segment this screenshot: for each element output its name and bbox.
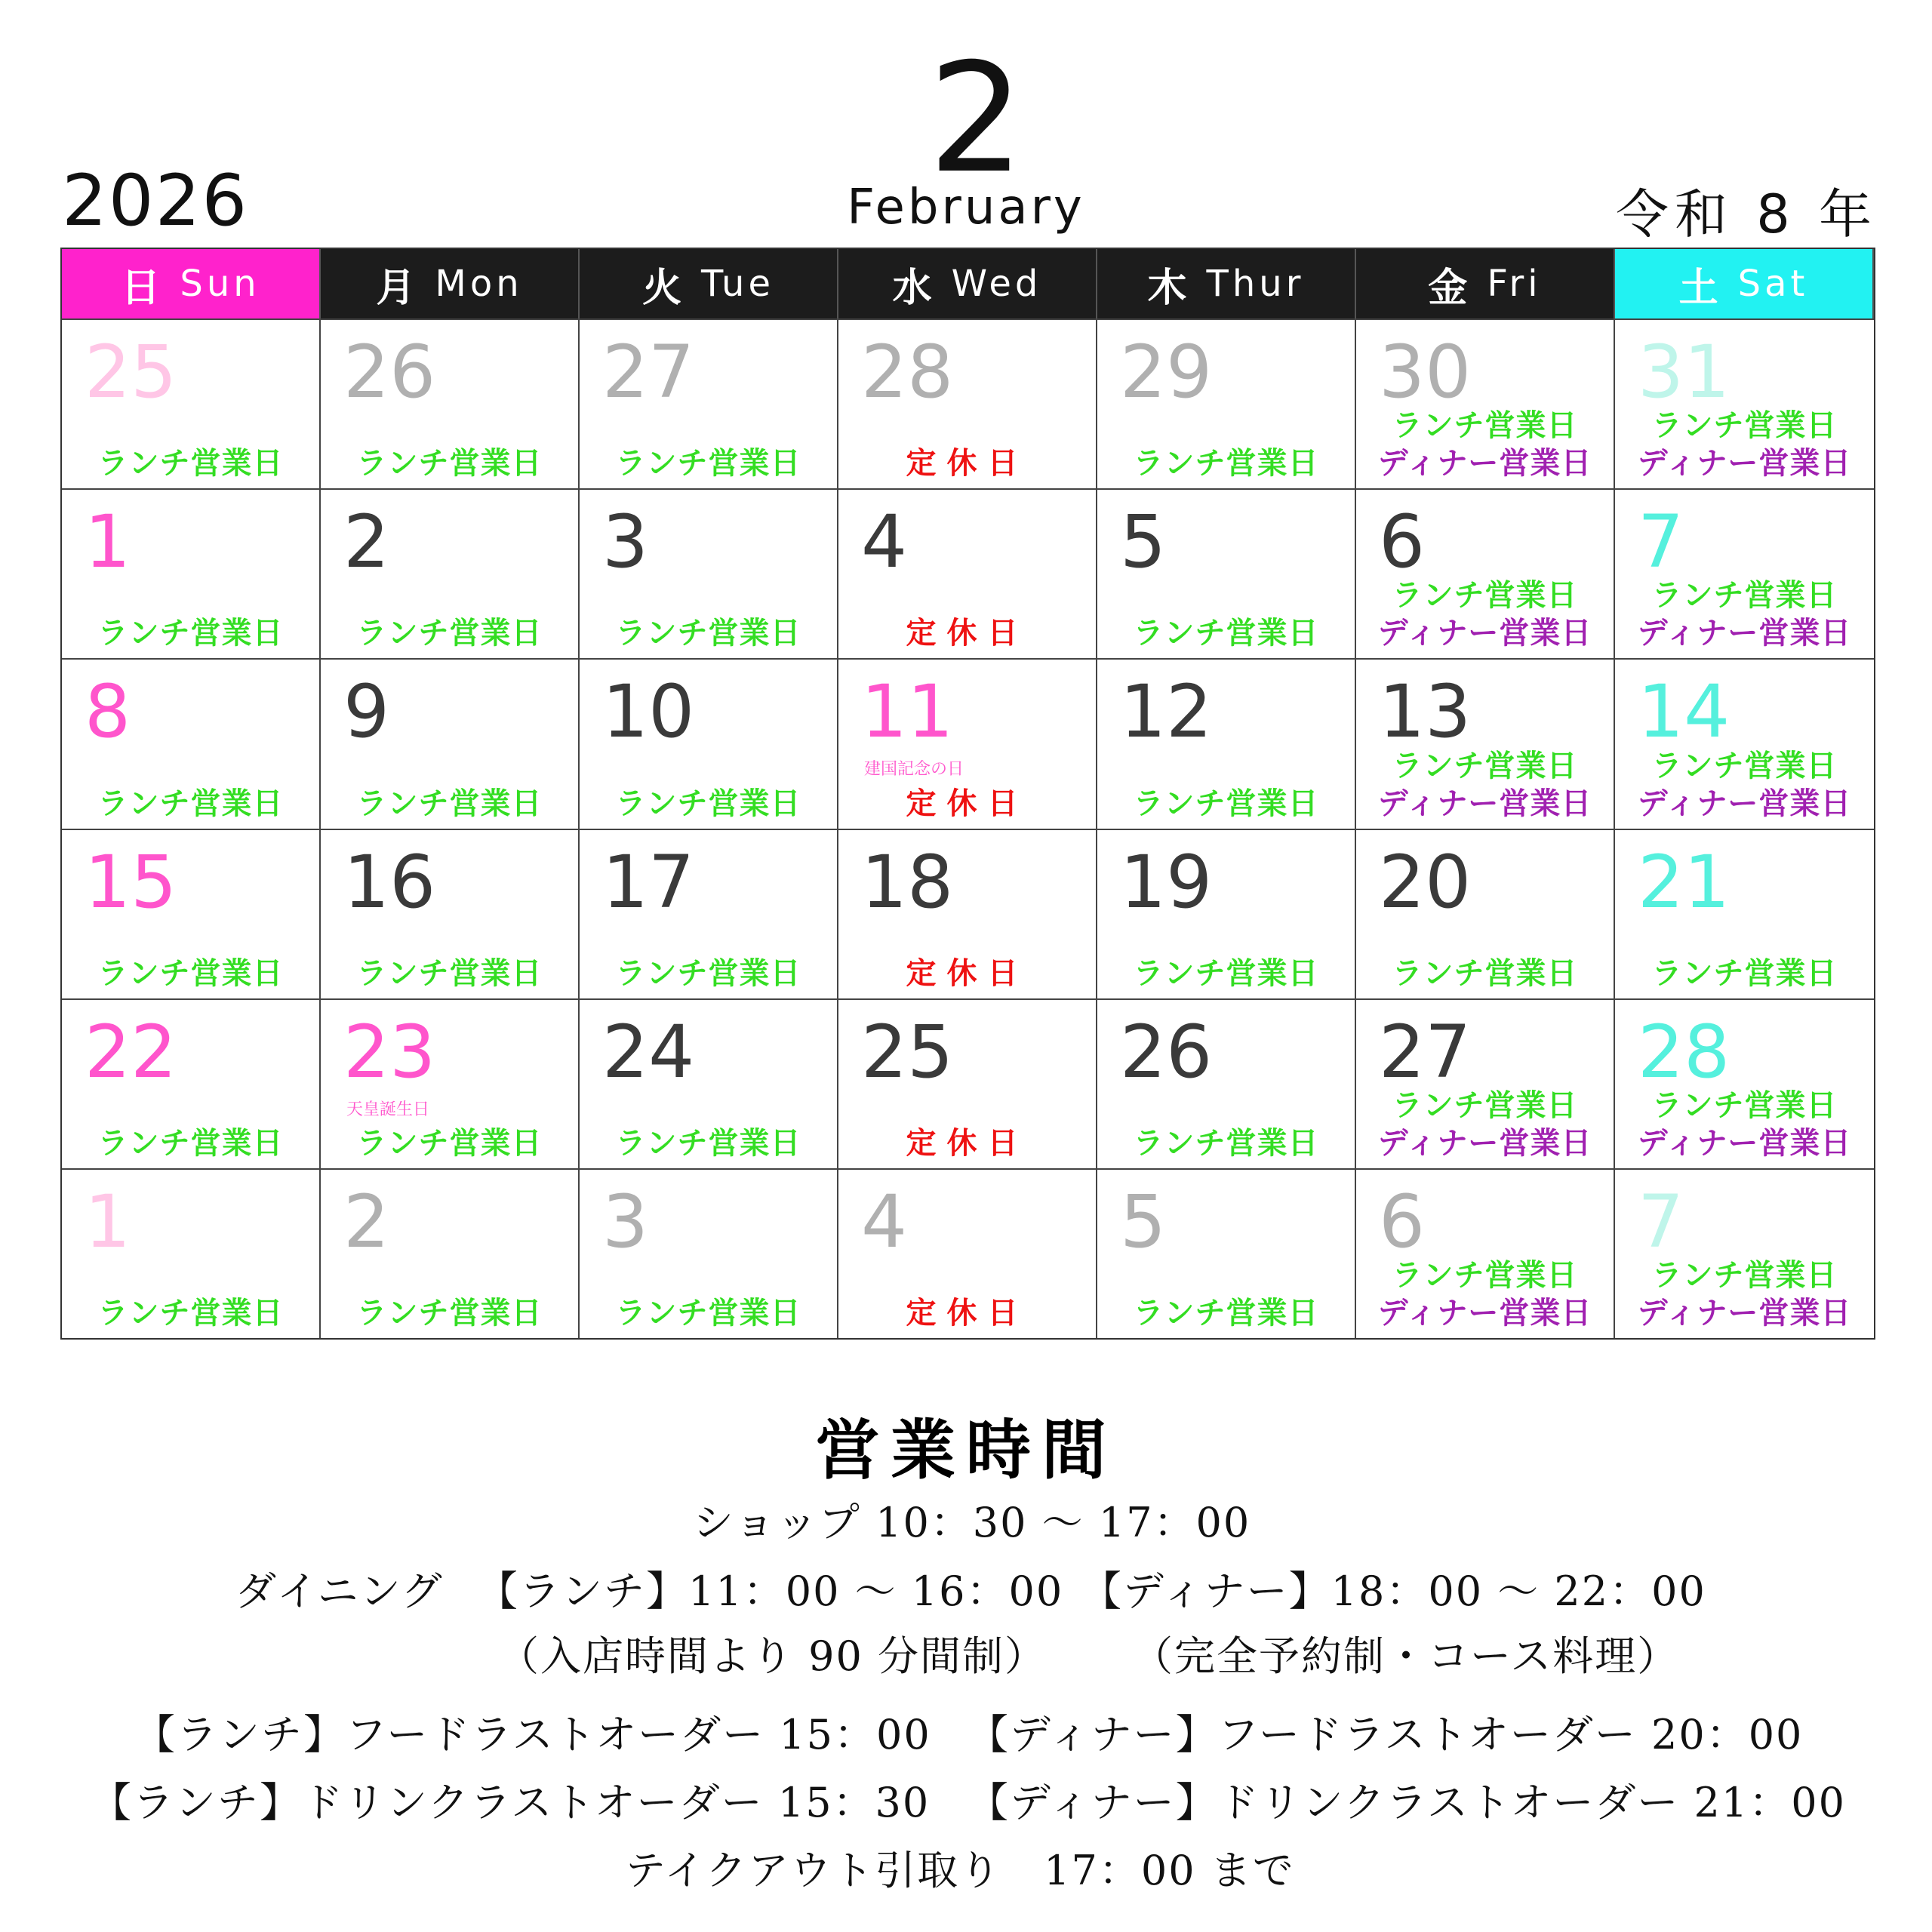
lunch-tag: ランチ営業日 [1133,1125,1319,1161]
day-number: 29 [1120,330,1213,414]
day-number: 3 [602,1179,649,1264]
day-number: 15 [85,839,177,924]
day-cell [321,998,580,1168]
day-cell [580,998,838,1168]
lunch-tag: ランチ営業日 [97,786,284,821]
day-number: 30 [1379,330,1472,414]
day-cell [1615,488,1874,658]
lunch-tag: ランチ営業日 [97,1125,284,1161]
day-number: 27 [1379,1009,1472,1094]
day-number: 11 [861,669,954,755]
lunch-tag: ランチ営業日 [356,1125,543,1161]
day-number: 4 [861,500,908,585]
day-cell [321,829,580,998]
closed-tag: 定休日 [906,1125,1029,1161]
dining-label: ダイニング [235,1567,444,1615]
day-cell [838,829,1097,998]
weekday-en: Sun [180,263,260,305]
takeout-pickup: テイクアウト引取り 17：00 まで [625,1847,1295,1894]
day-cell [1097,318,1356,488]
day-cell [580,1168,838,1338]
lunch-tag: ランチ営業日 [615,1296,801,1331]
day-cell [1615,658,1874,828]
dinner-tag: ディナー営業日 [1377,616,1592,651]
day-number: 14 [1638,669,1730,755]
day-number: 2 [343,500,390,585]
lunch-tag: ランチ営業日 [615,1125,801,1161]
dinner-tag: ディナー営業日 [1377,446,1592,481]
dinner-tag: ディナー営業日 [1377,1125,1592,1161]
day-cell [838,658,1097,828]
day-number: 24 [602,1009,695,1094]
weekday-jp: 日 [121,265,164,311]
day-number: 26 [1120,1009,1213,1094]
lunch-tag: ランチ営業日 [1651,1088,1838,1123]
day-number: 7 [1638,1179,1684,1264]
day-number: 16 [343,839,436,924]
lunch-tag: ランチ営業日 [1392,955,1578,991]
lunch-tag: ランチ営業日 [1392,408,1578,444]
day-number: 7 [1638,500,1684,585]
day-cell [1097,829,1356,998]
day-number: 2 [343,1179,390,1264]
day-number: 19 [1120,839,1213,924]
lunch-food-last-order: 【ランチ】フードラストオーダー 15：00 [134,1711,931,1758]
calendar-grid [60,248,1875,1340]
lunch-tag: ランチ営業日 [615,446,801,481]
dinner-tag: ディナー営業日 [1637,616,1852,651]
month-name: February [847,180,1085,235]
day-cell [1356,488,1615,658]
day-cell [1356,998,1615,1168]
day-number: 10 [602,669,695,755]
day-cell [580,658,838,828]
holiday-name: 天皇誕生日 [346,1100,430,1119]
day-cell [838,318,1097,488]
weekday-header-sat [1615,249,1874,318]
day-cell [1356,1168,1615,1338]
day-number: 4 [861,1179,908,1264]
lunch-tag: ランチ営業日 [615,616,801,651]
day-cell [1097,998,1356,1168]
day-cell [1615,318,1874,488]
weekday-jp: 月 [376,265,419,311]
weekday-header-wed [838,249,1097,318]
weekday-jp: 木 [1147,265,1190,311]
business-hours-title: 営業時間 [815,1413,1117,1488]
weekday-en: Wed [951,263,1042,305]
lunch-drink-last-order: 【ランチ】ドリンクラストオーダー 15：30 [91,1779,931,1826]
weekday-en: Fri [1487,263,1542,305]
weekday-en: Sat [1737,263,1809,305]
lunch-tag: ランチ営業日 [356,786,543,821]
day-number: 1 [85,500,131,585]
lunch-tag: ランチ営業日 [1651,408,1838,444]
era-year: 令和 8 年 [1615,183,1878,245]
day-cell [62,488,321,658]
lunch-hours: 【ランチ】11：00 〜 16：00 [477,1567,1064,1615]
day-cell [62,318,321,488]
lunch-tag: ランチ営業日 [1392,1258,1578,1293]
lunch-tag: ランチ営業日 [1133,616,1319,651]
day-cell [62,1168,321,1338]
closed-tag: 定休日 [906,446,1029,481]
weekday-en: Tue [701,263,774,305]
day-cell [580,318,838,488]
lunch-tag: ランチ営業日 [356,955,543,991]
day-cell [580,829,838,998]
lunch-tag: ランチ営業日 [1651,748,1838,783]
weekday-jp: 火 [642,265,685,311]
weekday-jp: 土 [1678,265,1721,311]
lunch-tag: ランチ営業日 [97,616,284,651]
lunch-tag: ランチ営業日 [1133,786,1319,821]
shop-hours: ショップ 10：30 〜 17：00 [693,1499,1251,1546]
day-number: 5 [1120,1179,1167,1264]
day-number: 22 [85,1009,177,1094]
day-cell [321,318,580,488]
day-number: 25 [85,330,177,414]
dinner-hours: 【ディナー】18：00 〜 22：00 [1081,1567,1706,1615]
day-number: 6 [1379,500,1426,585]
weekday-header-mon [321,249,580,318]
day-number: 28 [861,330,954,414]
lunch-tag: ランチ営業日 [615,955,801,991]
dinner-drink-last-order: 【ディナー】ドリンクラストオーダー 21：00 [968,1779,1846,1826]
dinner-food-last-order: 【ディナー】フードラストオーダー 20：00 [968,1711,1804,1758]
weekday-header-thur [1097,249,1356,318]
day-cell [1615,1168,1874,1338]
day-number: 26 [343,330,436,414]
lunch-tag: ランチ営業日 [1133,955,1319,991]
day-number: 31 [1638,330,1730,414]
day-number: 23 [343,1009,436,1094]
lunch-tag: ランチ営業日 [356,616,543,651]
day-cell [62,829,321,998]
lunch-tag: ランチ営業日 [1133,1296,1319,1331]
weekday-header-fri [1356,249,1615,318]
lunch-tag: ランチ営業日 [615,786,801,821]
day-cell [1356,318,1615,488]
day-number: 25 [861,1009,954,1094]
year: 2026 [62,160,249,242]
day-cell [321,1168,580,1338]
day-number: 21 [1638,839,1730,924]
dinner-note: （完全予約制・コース料理） [1132,1632,1680,1680]
lunch-tag: ランチ営業日 [1392,578,1578,614]
day-cell [321,488,580,658]
lunch-tag: ランチ営業日 [1651,578,1838,614]
day-number: 28 [1638,1009,1730,1094]
day-number: 12 [1120,669,1213,755]
weekday-en: Thur [1206,263,1305,305]
dinner-tag: ディナー営業日 [1377,1296,1592,1331]
day-cell [1356,658,1615,828]
weekday-header-tue [580,249,838,318]
day-cell [321,658,580,828]
day-number: 17 [602,839,695,924]
lunch-tag: ランチ営業日 [1392,748,1578,783]
dinner-tag: ディナー営業日 [1377,786,1592,821]
month-number: 2 [928,31,1025,207]
lunch-note: （入店時間より 90 分間制） [498,1632,1048,1680]
day-cell [62,998,321,1168]
lunch-tag: ランチ営業日 [1133,446,1319,481]
closed-tag: 定休日 [906,616,1029,651]
weekday-header-sun [62,249,321,318]
closed-tag: 定休日 [906,955,1029,991]
lunch-tag: ランチ営業日 [97,446,284,481]
holiday-name: 建国記念の日 [864,760,964,780]
day-cell [1615,998,1874,1168]
lunch-tag: ランチ営業日 [1392,1088,1578,1123]
day-cell [838,488,1097,658]
day-cell [1615,829,1874,998]
day-number: 18 [861,839,954,924]
day-cell [1097,488,1356,658]
weekday-jp: 金 [1428,265,1471,311]
lunch-tag: ランチ営業日 [356,1296,543,1331]
day-cell [838,1168,1097,1338]
day-number: 9 [343,669,390,755]
dinner-tag: ディナー営業日 [1637,446,1852,481]
day-number: 20 [1379,839,1472,924]
lunch-tag: ランチ営業日 [1651,1258,1838,1293]
day-cell [1097,658,1356,828]
dinner-tag: ディナー営業日 [1637,1125,1852,1161]
day-number: 1 [85,1179,131,1264]
weekday-jp: 水 [892,265,935,311]
lunch-tag: ランチ営業日 [356,446,543,481]
day-number: 13 [1379,669,1472,755]
lunch-tag: ランチ営業日 [1651,955,1838,991]
closed-tag: 定休日 [906,1296,1029,1331]
day-number: 6 [1379,1179,1426,1264]
lunch-tag: ランチ営業日 [97,955,284,991]
day-cell [62,658,321,828]
dinner-tag: ディナー営業日 [1637,786,1852,821]
lunch-tag: ランチ営業日 [97,1296,284,1331]
weekday-en: Mon [435,263,523,305]
day-cell [1356,829,1615,998]
day-number: 3 [602,500,649,585]
day-number: 8 [85,669,131,755]
day-number: 27 [602,330,695,414]
dinner-tag: ディナー営業日 [1637,1296,1852,1331]
closed-tag: 定休日 [906,786,1029,821]
day-number: 5 [1120,500,1167,585]
day-cell [1097,1168,1356,1338]
day-cell [838,998,1097,1168]
day-cell [580,488,838,658]
